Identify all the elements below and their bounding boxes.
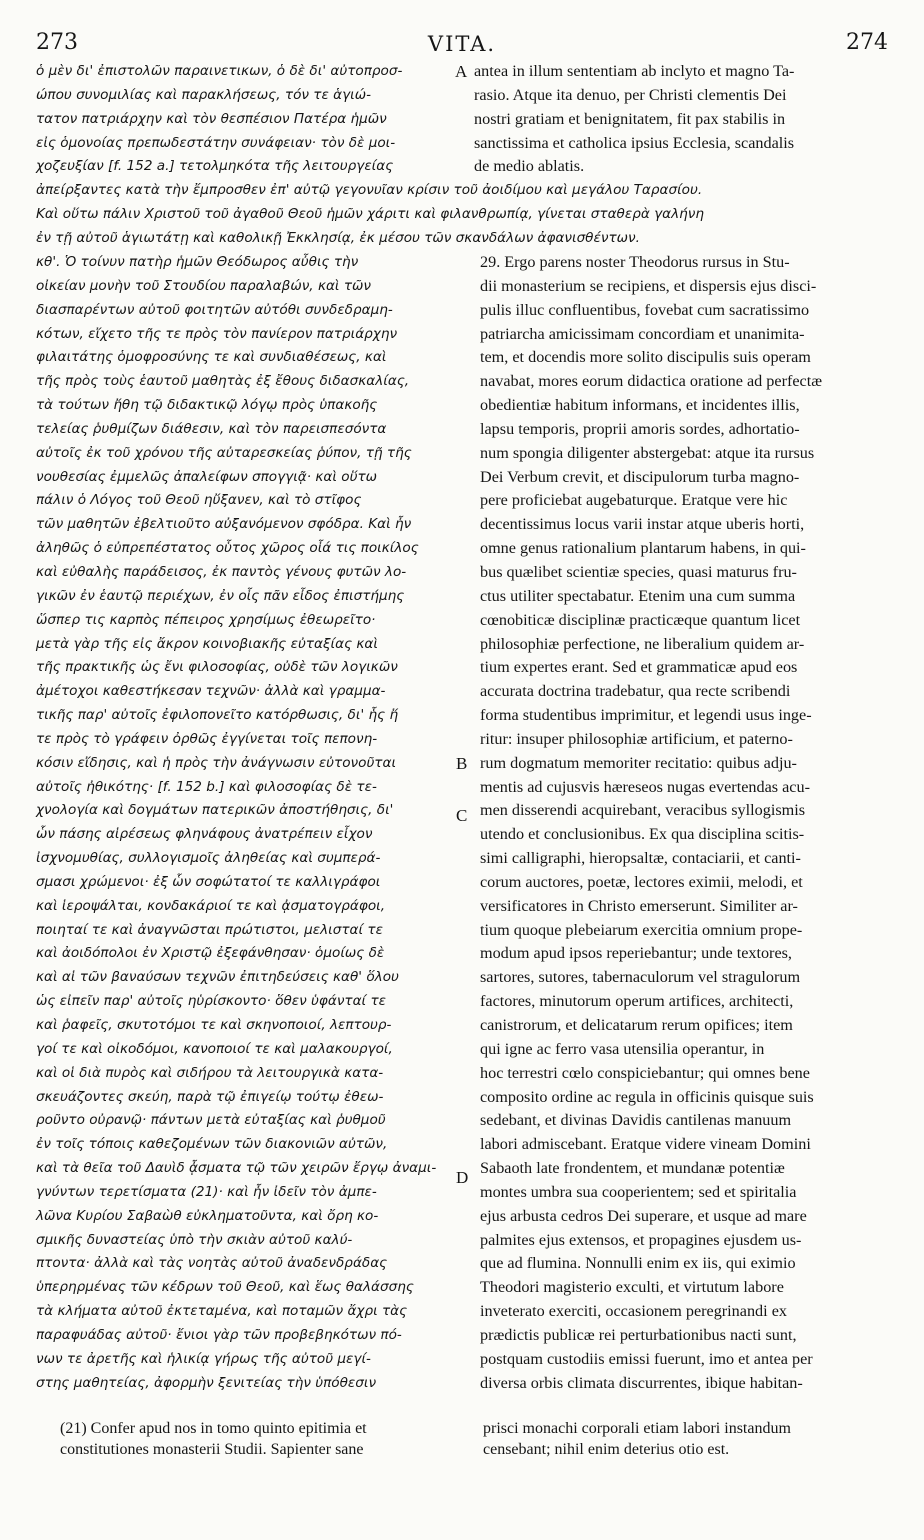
text-line: τικῆς παρ' αὐτοῖς ἐφιλοπονεῖτο κατόρθωσις, δι' ἧς ἥ: [36, 707, 399, 724]
text-line: χνολογία καὶ δογμάτων πατερικῶν ἀποστήθησις, δι': [36, 802, 394, 819]
text-line: ὧν πάσης αἱρέσεως φληνάφους ἀνατρέπειν εἶχον: [36, 826, 373, 843]
text-line: ἀπείρξαντες κατὰ τὴν ἔμπροσθεν ἐπ' αὐτῷ γεγονυῖαν κρίσιν τοῦ ἀοιδίμου καὶ μεγάλου Ταρασίου.: [36, 182, 703, 198]
text-line: factores, minutorum operum artifices, architecti,: [480, 992, 794, 1011]
text-line: ἐν τῇ αὐτοῦ ἁγιωτάτῃ καὶ καθολικῇ Ἐκκλησίᾳ, ἐκ μέσου τῶν σκανδάλων ἀφανισθέντων.: [36, 229, 640, 246]
text-line: diversa orbis climata discurrentes, ibique habitan-: [480, 1373, 803, 1392]
text-line: omne genus rationalium plantarum habens, in qui-: [480, 539, 806, 558]
text-line: rasio. Atque ita denuo, per Christi clementis Dei: [474, 85, 787, 104]
text-line: patriarcha amicissimam concordiam et unanimita-: [480, 324, 805, 343]
text-line: lapsu temporis, proprii amoris sordes, adhortatio-: [480, 419, 800, 438]
text-line: κότων, εἴχετο τῆς τε πρὸς τὸν πανίερον πατριάρχην: [36, 325, 398, 342]
text-line: (21) Confer apud nos in tomo quinto epitimia et: [60, 1420, 367, 1437]
text-line: γνύντων τερετίσματα (21)· καὶ ἦν ἰδεῖν τὸν ἀμπε-: [36, 1183, 377, 1200]
text-line: φιλαιτάτης ὁμοφροσύνης τε καὶ συνδιαθέσεως, καὶ: [36, 349, 387, 366]
text-line: mentis ad cujusvis hæreseos nugas evertendas acu-: [480, 777, 810, 796]
text-line: versificatores in Christo emerserunt. Similiter ar-: [480, 896, 798, 915]
text-line: que ad flumina. Nonnulli enim ex iis, qui eximio: [480, 1254, 796, 1273]
text-line: καὶ αἱ τῶν βαναύσων τεχνῶν ἐπιτηδεύσεις καθ' ὅλου: [36, 969, 399, 986]
margin-marker-d: D: [456, 1168, 469, 1187]
text-line: ἀμέτοχοι καθεστήκεσαν τεχνῶν· ἀλλὰ καὶ γραμμα-: [36, 683, 386, 700]
text-line: accurata doctrina tradebatur, qua recte scribendi: [480, 682, 791, 701]
text-line: sartores, sutores, tabernaculorum vel stragulorum: [480, 968, 801, 987]
text-line: τε πρὸς τὸ γράφειν ὀρθῶς ἐγγίνεται τοῖς πεπονη-: [36, 730, 378, 747]
text-line: prisci monachi corporali etiam labori instandum: [483, 1420, 791, 1437]
text-line: εἰς ὁμονοίας πρεπωδεστάτην συνάφειαν· τὸν δὲ μοι-: [36, 134, 396, 151]
text-line: antea in illum sententiam ab inclyto et magno Ta-: [474, 62, 795, 80]
text-line: forma studentibus imprimitur, et legendi usus inge-: [480, 706, 812, 725]
text-line: τὰ κλήματα αὐτοῦ ἐκτεταμένα, καὶ ποταμῶν ἄχρι τὰς: [36, 1303, 408, 1320]
text-line: navabat, mores eorum didactica oratione ad perfectæ: [480, 372, 823, 391]
text-line: rum dogmatum memoriter recitatio: quibus adju-: [480, 753, 797, 772]
text-line: de medio ablatis.: [474, 157, 585, 176]
footnote-left: [60, 1418, 458, 1460]
margin-marker-b: B: [456, 754, 468, 773]
text-line: nostri gratiam et benignitatem, fit pax stabilis in: [474, 109, 786, 128]
text-line: inveterato exerciti, occasionem peregrinandi ex: [480, 1302, 787, 1321]
text-line: ἰσχνομυθίας, συλλογισμοῖς ἀληθείας καὶ συμπερά-: [36, 850, 381, 867]
text-line: 29. Ergo parens noster Theodorus rursus in Stu-: [480, 253, 790, 271]
page-number-right: 274: [846, 30, 888, 55]
text-line: Theodori magisterio exculti, et virtutum labore: [480, 1278, 784, 1297]
text-line: γικῶν ἐν ἑαυτῷ περιέχων, ἐν οἷς πᾶν εἶδος ἐπιστήμης: [36, 587, 405, 604]
text-line: postquam custodiis emissi fuerunt, imo et antea per: [480, 1349, 813, 1368]
text-line: διασπαρέντων αὐτοῦ φοιτητῶν αὐτόθι συνδεδραμη-: [36, 301, 393, 318]
text-line: καὶ οἱ διὰ πυρὸς καὶ σιδήρου τὰ λειτουργικὰ κατα-: [36, 1064, 384, 1081]
text-line: καὶ ἀοιδόπολοι ἐν Χριστῷ ἐξεφάνθησαν· ὁμοίως δὲ: [36, 945, 385, 962]
text-line: qui igne ac ferro vasa utensilia operantur, in: [480, 1039, 765, 1058]
text-line: αὐτοῖς ἠθικότης· [f. 152 b.] καὶ φιλοσοφίας δὲ τε-: [36, 778, 377, 795]
text-line: στης μαθητείας, ἀφορμὴν ξενιτείας τὴν ὑπόθεσιν: [36, 1374, 377, 1391]
text-line: sedebant, et divinas Davidis cantilenas manuum: [480, 1111, 792, 1130]
text-line: utendo et conclusionibus. Ex qua disciplina scitis-: [480, 825, 805, 844]
text-line: ὡς εἰπεῖν παρ' αὐτοῖς ηὑρίσκοντο· ὅθεν ὑφάνταί τε: [36, 993, 387, 1010]
text-line: censebant; nihil enim deterius otio est.: [483, 1441, 730, 1458]
text-line: pere proficiebat augebaturque. Eratque vere hic: [480, 491, 788, 510]
margin-marker-c: C: [456, 806, 468, 825]
text-line: καὶ ῥαφεῖς, σκυτοτόμοι τε καὶ σκηνοποιοί, λεπτουρ-: [36, 1017, 392, 1033]
text-line: pulis illuc confluentibus, fovebat cum sacratissimo: [480, 300, 810, 319]
text-line: λῶνα Κυρίου Σαβαὼθ εὐκληματοῦντα, καὶ ὄρη κο-: [36, 1207, 379, 1224]
text-line: ροῦντο οὐρανῷ· πάντων μετὰ εὐταξίας καὶ ῥυθμοῦ: [36, 1112, 386, 1129]
text-line: montes umbra sua cooperientem; sed et spiritalia: [480, 1182, 797, 1201]
footnote-right: [483, 1418, 887, 1460]
text-line: canistrorum, et delicatarum rerum opifices; item: [480, 1016, 793, 1034]
top-greek-column: [36, 60, 454, 179]
text-line: ποιηταί τε καὶ ἀναγνῶσται πρώτιστοι, μελισταί τε: [36, 921, 383, 938]
text-line: sanctissima et catholica ipsius Ecclesia, scandalis: [474, 133, 795, 152]
text-line: μετὰ γὰρ τῆς εἰς ἄκρον κοινοβιακῆς εὐταξίας καὶ: [36, 635, 378, 652]
text-line: ἐν τοῖς τόποις καθεζομένων τῶν διακονιῶν αὐτῶν,: [36, 1136, 388, 1153]
text-line: νουθεσίας ἐμμελῶς ἀπαλείφων σπογγιᾷ· καὶ οὕτω: [36, 468, 378, 485]
margin-marker-a: A: [455, 62, 468, 81]
text-line: obedientiæ habitum informans, et incidentes illis,: [480, 396, 800, 415]
text-line: ὥσπερ τις καρπὸς πέπειρος χρησίμως ἐθεωρεῖτο·: [36, 611, 376, 628]
text-line: men disserendi acquirebant, veracibus syllogismis: [480, 801, 806, 820]
text-line: οἰκείαν μονὴν τοῦ Στουδίου παραλαβών, καὶ τῶν: [36, 277, 371, 294]
text-line: bus quælibet scientiæ species, quasi maturus fru-: [480, 562, 797, 581]
text-line: modum apud ipsos reperiebantur; unde textores,: [480, 944, 792, 963]
text-line: καὶ τὰ θεῖα τοῦ Δαυὶδ ᾆσματα τῷ τῶν χειρῶν ἔργῳ ἀναμι-: [36, 1160, 437, 1177]
greek-column: [36, 251, 456, 1396]
text-line: philosophiæ perfectione, ne liberalium quidem ar-: [480, 634, 805, 653]
text-line: γοί τε καὶ οἰκοδόμοι, κανοποιοί τε καὶ μαλακουργοί,: [36, 1040, 393, 1057]
text-line: tem, et docendis more solito discipulis suis operam: [480, 348, 811, 367]
text-line: ώπου συνομιλίας καὶ παρακλήσεως, τόν τε ἁγιώ-: [36, 86, 372, 103]
text-line: palmites ejus extensos, et propagines ejusdem us-: [480, 1230, 802, 1249]
text-line: τελείας ῥυθμίζων διάθεσιν, καὶ τὸν παρεισπεσόντα: [36, 420, 387, 437]
text-line: ctus utiliter spectabatur. Etenim una cum summa: [480, 586, 796, 605]
text-line: τὰ τούτων ἤθη τῷ διδακτικῷ λόγῳ πρὸς ὑπακοῆς: [36, 397, 378, 414]
text-line: prædictis publicæ rei perturbationibus nacti sunt,: [480, 1325, 797, 1344]
text-line: σμασι χρώμενοι· ἐξ ὧν σοφώτατοί τε καλλιγράφοι: [36, 873, 381, 890]
text-line: κόσιν εἴδησις, καὶ ἡ πρὸς τὴν ἀνάγνωσιν εὐτονοῦται: [36, 754, 397, 771]
text-line: Dei Verbum crevit, et discipulorum turba magno-: [480, 467, 800, 486]
text-line: cœnobiticæ disciplinæ practicæque quantum licet: [480, 610, 801, 629]
text-line: νων τε ἀρετῆς καὶ ἡλικίᾳ γήρως τῆς αὐτοῦ μεγί-: [36, 1350, 371, 1367]
text-line: αὐτοῖς ἐκ τοῦ χρόνου τῆς αὐταρεσκείας ῥύπον, τῇ τῆς: [36, 444, 412, 461]
text-line: composito ordine ac regula in officinis quisque suis: [480, 1087, 814, 1106]
text-line: παραφυάδας αὐτοῦ· ἔνιοι γὰρ τῶν προβεβηκότων πό-: [36, 1326, 402, 1343]
text-line: ὁ μὲν δι' ἐπιστολῶν παραινετικων, ὁ δὲ δι' αὐτοπροσ-: [36, 63, 403, 79]
text-line: constitutiones monasterii Studii. Sapienter sane: [60, 1441, 364, 1458]
text-line: ritur: insuper philosophiæ artificium, et paterno-: [480, 729, 793, 748]
text-line: χοζευξίαν [f. 152 a.] τετολμηκότα τῆς λειτουργείας: [36, 158, 394, 175]
text-line: τῶν μαθητῶν ἐβελτιοῦτο αὐξανόμενον σφόδρα. Καὶ ἦν: [36, 516, 412, 533]
text-line: corum auctores, poetæ, lectores eximii, melodi, et: [480, 872, 803, 891]
text-line: τῆς πρακτικῆς ὡς ἔνι φιλοσοφίας, οὐδὲ τῶν λογικῶν: [36, 659, 398, 676]
running-title: VITA.: [427, 32, 497, 56]
text-line: κθ'. Ὁ τοίνυν πατὴρ ἡμῶν Θεόδωρος αὖθις τὴν: [36, 254, 359, 270]
text-line: τατον πατριάρχην καὶ τὸν θεσπέσιον Πατέρα ἡμῶν: [36, 110, 387, 127]
text-line: labori admiscebant. Eratque videre vineam Domini: [480, 1135, 811, 1154]
text-line: ὑπερηρμένας τῶν κέδρων τοῦ Θεοῦ, καὶ ἕως θαλάσσης: [36, 1279, 414, 1296]
full-width-greek: [36, 179, 890, 251]
text-line: hoc terrestri cœlo conspiciebantur; qui omnes bene: [480, 1063, 810, 1082]
text-line: simi calligraphi, hieropsaltæ, contaciarii, et canti-: [480, 849, 801, 868]
text-line: ἀληθῶς ὁ εὐπρεπέστατος οὗτος χῶρος οἷά τις ποικίλος: [36, 540, 419, 557]
text-line: dii monasterium se recipiens, et dispersis ejus disci-: [480, 276, 817, 295]
text-line: πτοντα· ἀλλὰ καὶ τὰς νοητὰς αὐτοῦ ἀναδενδράδας: [36, 1255, 388, 1272]
text-line: τῆς πρὸς τοὺς ἑαυτοῦ μαθητὰς ἐξ ἔθους διδασκαλίας,: [36, 373, 410, 390]
text-line: decentissimus locus varii instar atque uberis horti,: [480, 515, 805, 534]
latin-column: [480, 251, 890, 1396]
text-line: Καὶ οὕτω πάλιν Χριστοῦ τοῦ ἀγαθοῦ Θεοῦ ἡμῶν χάριτι καὶ φιλανθρωπίᾳ, γίνεται σταθερὰ γαλήνη: [36, 205, 704, 222]
text-line: Sabaoth late frondentem, et mundanæ potentiæ: [480, 1159, 785, 1178]
text-line: σκευάζοντες σκεύη, παρὰ τῷ ἐπιγείῳ τούτῳ ἐθεω-: [36, 1088, 384, 1105]
page-number-left: 273: [36, 30, 78, 55]
text-line: καὶ εὐθαλὴς παράδεισος, ἐκ παντὸς γένους φυτῶν λο-: [36, 563, 407, 580]
text-line: tium quoque plebeiarum exercitia omnium prope-: [480, 920, 803, 939]
text-line: tium expertes erant. Sed et grammaticæ apud eos: [480, 658, 798, 677]
text-line: ejus arbusta cedros Dei superare, et usque ad mare: [480, 1206, 807, 1225]
text-line: πάλιν ὁ Λόγος τοῦ Θεοῦ ηὔξανεν, καὶ τὸ στῖφος: [36, 492, 362, 509]
text-line: σμικῆς δυναστείας ὑπὸ τὴν σκιὰν αὐτοῦ καλύ-: [36, 1231, 353, 1248]
top-latin-column: [474, 60, 890, 179]
text-line: καὶ ἱεροψάλται, κονδακάριοί τε καὶ ᾀσματογράφοι,: [36, 897, 386, 914]
text-line: num spongia diligenter abstergebat: atque ita rursus: [480, 443, 815, 462]
